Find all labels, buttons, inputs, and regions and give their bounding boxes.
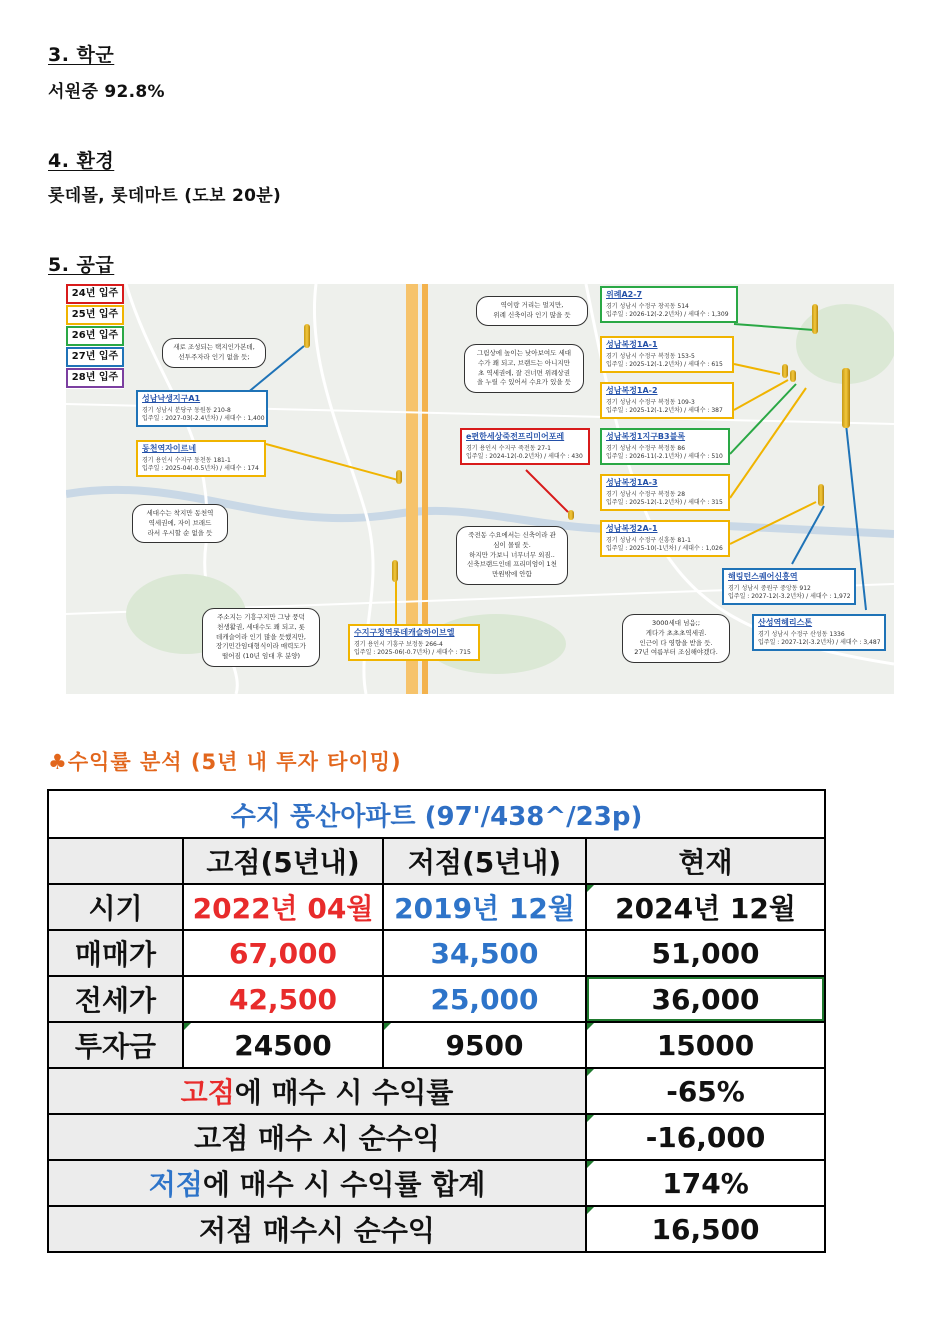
card-info: 입주일 : 2025-12(-1.2년차) / 세대수 : 315 xyxy=(606,498,723,506)
summary-row xyxy=(48,1068,825,1114)
complex-card xyxy=(752,614,886,651)
pin-icon xyxy=(842,368,850,428)
pin-icon xyxy=(392,560,398,582)
table-row xyxy=(48,976,825,1022)
card-title: e편한세상죽전프리미어포레 xyxy=(466,432,565,441)
card-address: 경기 성남시 수정구 산성동 1336 xyxy=(758,630,845,638)
card-address: 경기 성남시 분당구 동원동 210-8 xyxy=(142,406,231,414)
heading-school: 3. 학군 xyxy=(48,44,115,66)
heading-supply: 5. 공급 xyxy=(48,254,115,276)
cell-high: 2022년 04월 xyxy=(183,884,383,930)
legend-item: 24년 입주 xyxy=(66,284,124,304)
header-low: 저점(5년내) xyxy=(383,838,586,884)
complex-card xyxy=(722,568,856,605)
legend-item: 27년 입주 xyxy=(66,347,124,367)
card-title: 성남복정1A-2 xyxy=(606,386,658,395)
pin-icon xyxy=(568,510,574,520)
cell-low: 34,500 xyxy=(383,930,586,976)
complex-card xyxy=(600,382,734,419)
cell-low: 25,000 xyxy=(383,976,586,1022)
card-title: 위례A2-7 xyxy=(606,290,643,299)
legend-item: 28년 입주 xyxy=(66,368,124,388)
summary-label xyxy=(48,1068,586,1114)
cell-now: 2024년 12월 xyxy=(586,884,825,930)
comment-bubble: 세대수는 착지만 동천역 역세권에, 자이 브래드 라서 우시할 순 없을 듯 xyxy=(132,504,228,543)
card-info: 입주일 : 2027-03(-2.4년차) / 세대수 : 1,400 xyxy=(142,414,265,422)
comment-bubble: 새로 조성되는 택지인가본데, 선투주자라 인기 없을 듯; xyxy=(162,338,266,368)
summary-value: -16,000 xyxy=(586,1114,825,1160)
card-address: 경기 성남시 수정구 신흥동 81-1 xyxy=(606,536,692,544)
table-row xyxy=(48,884,825,930)
cell-now-selected[interactable]: 36,000 xyxy=(586,976,825,1022)
complex-card xyxy=(600,286,738,323)
summary-value: -65% xyxy=(586,1068,825,1114)
card-address: 경기 용인시 수지구 동천동 181-1 xyxy=(142,456,231,464)
comment-bubble: 주소지는 기흥구지만 그냥 풍덕 천생활권, 세대수도 꽤 되고, 롯 데캐슬이라 인기 많을 듯했지만, 장기민간임대형식이라 매력도가 떨어짐 (10년 임대 후 분양) xyxy=(202,608,320,667)
summary-value: 174% xyxy=(586,1160,825,1206)
pin-icon xyxy=(790,370,796,382)
table-title: 수지 풍산아파트 (97'/438^/23p) xyxy=(48,790,825,838)
card-title: 성남복정1지구B3블록 xyxy=(606,432,686,441)
card-address: 경기 용인시 기흥구 보정동 266-4 xyxy=(354,640,443,648)
card-address: 경기 성남시 수정구 복정동 28 xyxy=(606,490,686,498)
card-info: 입주일 : 2024-12(-0.2년차) / 세대수 : 430 xyxy=(466,452,583,460)
row-label: 투자금 xyxy=(48,1022,183,1068)
cell-now: 51,000 xyxy=(586,930,825,976)
cell-high: 67,000 xyxy=(183,930,383,976)
card-title: 수지구청역롯데캐슬하이브엘 xyxy=(354,628,455,637)
summary-label xyxy=(48,1206,586,1252)
header-now: 현재 xyxy=(586,838,825,884)
card-info: 입주일 : 2026-12(-2.2년차) / 세대수 : 1,309 xyxy=(606,310,729,318)
row-label: 매매가 xyxy=(48,930,183,976)
cell-low: 9500 xyxy=(383,1022,586,1068)
card-title: 성남복정1A-3 xyxy=(606,478,658,487)
heading-environment: 4. 환경 xyxy=(48,150,115,172)
card-info: 입주일 : 2025-12(-1.2년차) / 세대수 : 387 xyxy=(606,406,723,414)
card-title: 산성역헤리스톤 xyxy=(758,618,813,627)
card-title: 성남복정2A-1 xyxy=(606,524,658,533)
comment-bubble: 죽전동 수요에서는 신축이라 관 심이 몰릴 듯. 하지만 가보니 너무너무 외짐.. 신축브랜드인데 프리미엄이 1천 만원밖에 안함 xyxy=(456,526,568,585)
complex-card xyxy=(136,390,268,427)
cell-high: 24500 xyxy=(183,1022,383,1068)
table-row xyxy=(48,1022,825,1068)
summary-text: 고점 매수 시 순수익 xyxy=(194,1122,440,1155)
summary-label xyxy=(48,1160,586,1206)
pin-icon xyxy=(304,324,310,348)
row-label: 시기 xyxy=(48,884,183,930)
card-info: 입주일 : 2025-12(-1.2년차) / 세대수 : 615 xyxy=(606,360,723,368)
card-address: 경기 성남시 수정구 복정동 153-5 xyxy=(606,352,695,360)
pin-icon xyxy=(818,484,824,506)
school-text: 서원중 92.8% xyxy=(48,82,165,102)
supply-map xyxy=(66,284,894,694)
card-address: 경기 성남시 수정구 복정동 109-3 xyxy=(606,398,695,406)
card-title: 성남복정1A-1 xyxy=(606,340,658,349)
card-address: 경기 성남시 중원구 중앙동 912 xyxy=(728,584,811,592)
summary-prefix: 고점 xyxy=(180,1076,235,1109)
card-info: 입주일 : 2027-12(-3.2년차) / 세대수 : 3,487 xyxy=(758,638,881,646)
pin-icon xyxy=(812,304,818,334)
table-header-row xyxy=(48,838,825,884)
summary-label xyxy=(48,1114,586,1160)
complex-card xyxy=(600,520,730,557)
header-blank xyxy=(48,838,183,884)
complex-card xyxy=(460,428,590,465)
cell-now: 15000 xyxy=(586,1022,825,1068)
card-info: 입주일 : 2026-11(-2.1년차) / 세대수 : 510 xyxy=(606,452,723,460)
legend xyxy=(66,284,124,389)
card-info: 입주일 : 2025-04(-0.5년차) / 세대수 : 174 xyxy=(142,464,259,472)
complex-card xyxy=(600,428,730,465)
complex-card xyxy=(136,440,266,477)
legend-item: 25년 입주 xyxy=(66,305,124,325)
header-high: 고점(5년내) xyxy=(183,838,383,884)
cell-low: 2019년 12월 xyxy=(383,884,586,930)
complex-card xyxy=(600,336,734,373)
card-info: 입주일 : 2025-10(-1년차) / 세대수 : 1,026 xyxy=(606,544,723,552)
summary-text: 에 매수 시 수익률 합계 xyxy=(202,1168,486,1201)
card-address: 경기 성남시 수정구 창곡동 514 xyxy=(606,302,689,310)
card-title: 성남낙생지구A1 xyxy=(142,394,201,403)
card-address: 경기 용인시 수지구 죽전동 27-1 xyxy=(466,444,552,452)
table-row xyxy=(48,930,825,976)
cell-high: 42,500 xyxy=(183,976,383,1022)
card-address: 경기 성남시 수정구 복정동 86 xyxy=(606,444,686,452)
card-info: 입주일 : 2027-12(-3.2년차) / 세대수 : 1,972 xyxy=(728,592,851,600)
summary-prefix: 저점 xyxy=(148,1168,203,1201)
comment-bubble: 3000세대 넘음;; 게다가 초초초역세권. 인근이 다 영향을 받을 듯. 27년 여름부터 조심해야겠다. xyxy=(622,614,730,663)
card-title: 동천역자이르네 xyxy=(142,444,197,453)
summary-text: 에 매수 시 수익률 xyxy=(234,1076,454,1109)
summary-row xyxy=(48,1114,825,1160)
card-info: 입주일 : 2025-06(-0.7년차) / 세대수 : 715 xyxy=(354,648,471,656)
row-label: 전세가 xyxy=(48,976,183,1022)
summary-row xyxy=(48,1160,825,1206)
environment-text: 롯데몰, 롯데마트 (도보 20분) xyxy=(48,186,282,206)
summary-row xyxy=(48,1206,825,1252)
comment-bubble: 그림상에 높이는 낮아보여도 세대 수가 꽤 되고, 브랜드는 아니지만 초 역세권에, 잘 건너면 위례상권 을 누릴 수 있어서 수요가 있을 듯 xyxy=(464,344,584,393)
summary-text: 저점 매수시 순수익 xyxy=(199,1214,435,1247)
comment-bubble: 역이랑 거리는 멀지만, 위례 신축이라 인기 많을 듯 xyxy=(476,296,588,326)
pin-icon xyxy=(396,470,402,484)
pin-icon xyxy=(782,364,788,378)
analysis-title: ♣수익률 분석 (5년 내 투자 타이밍) xyxy=(48,750,402,774)
legend-item: 26년 입주 xyxy=(66,326,124,346)
summary-value: 16,500 xyxy=(586,1206,825,1252)
complex-card xyxy=(348,624,480,661)
return-analysis-table xyxy=(47,789,826,1253)
complex-card xyxy=(600,474,730,511)
card-title: 해링턴스퀘어신흥역 xyxy=(728,572,798,581)
